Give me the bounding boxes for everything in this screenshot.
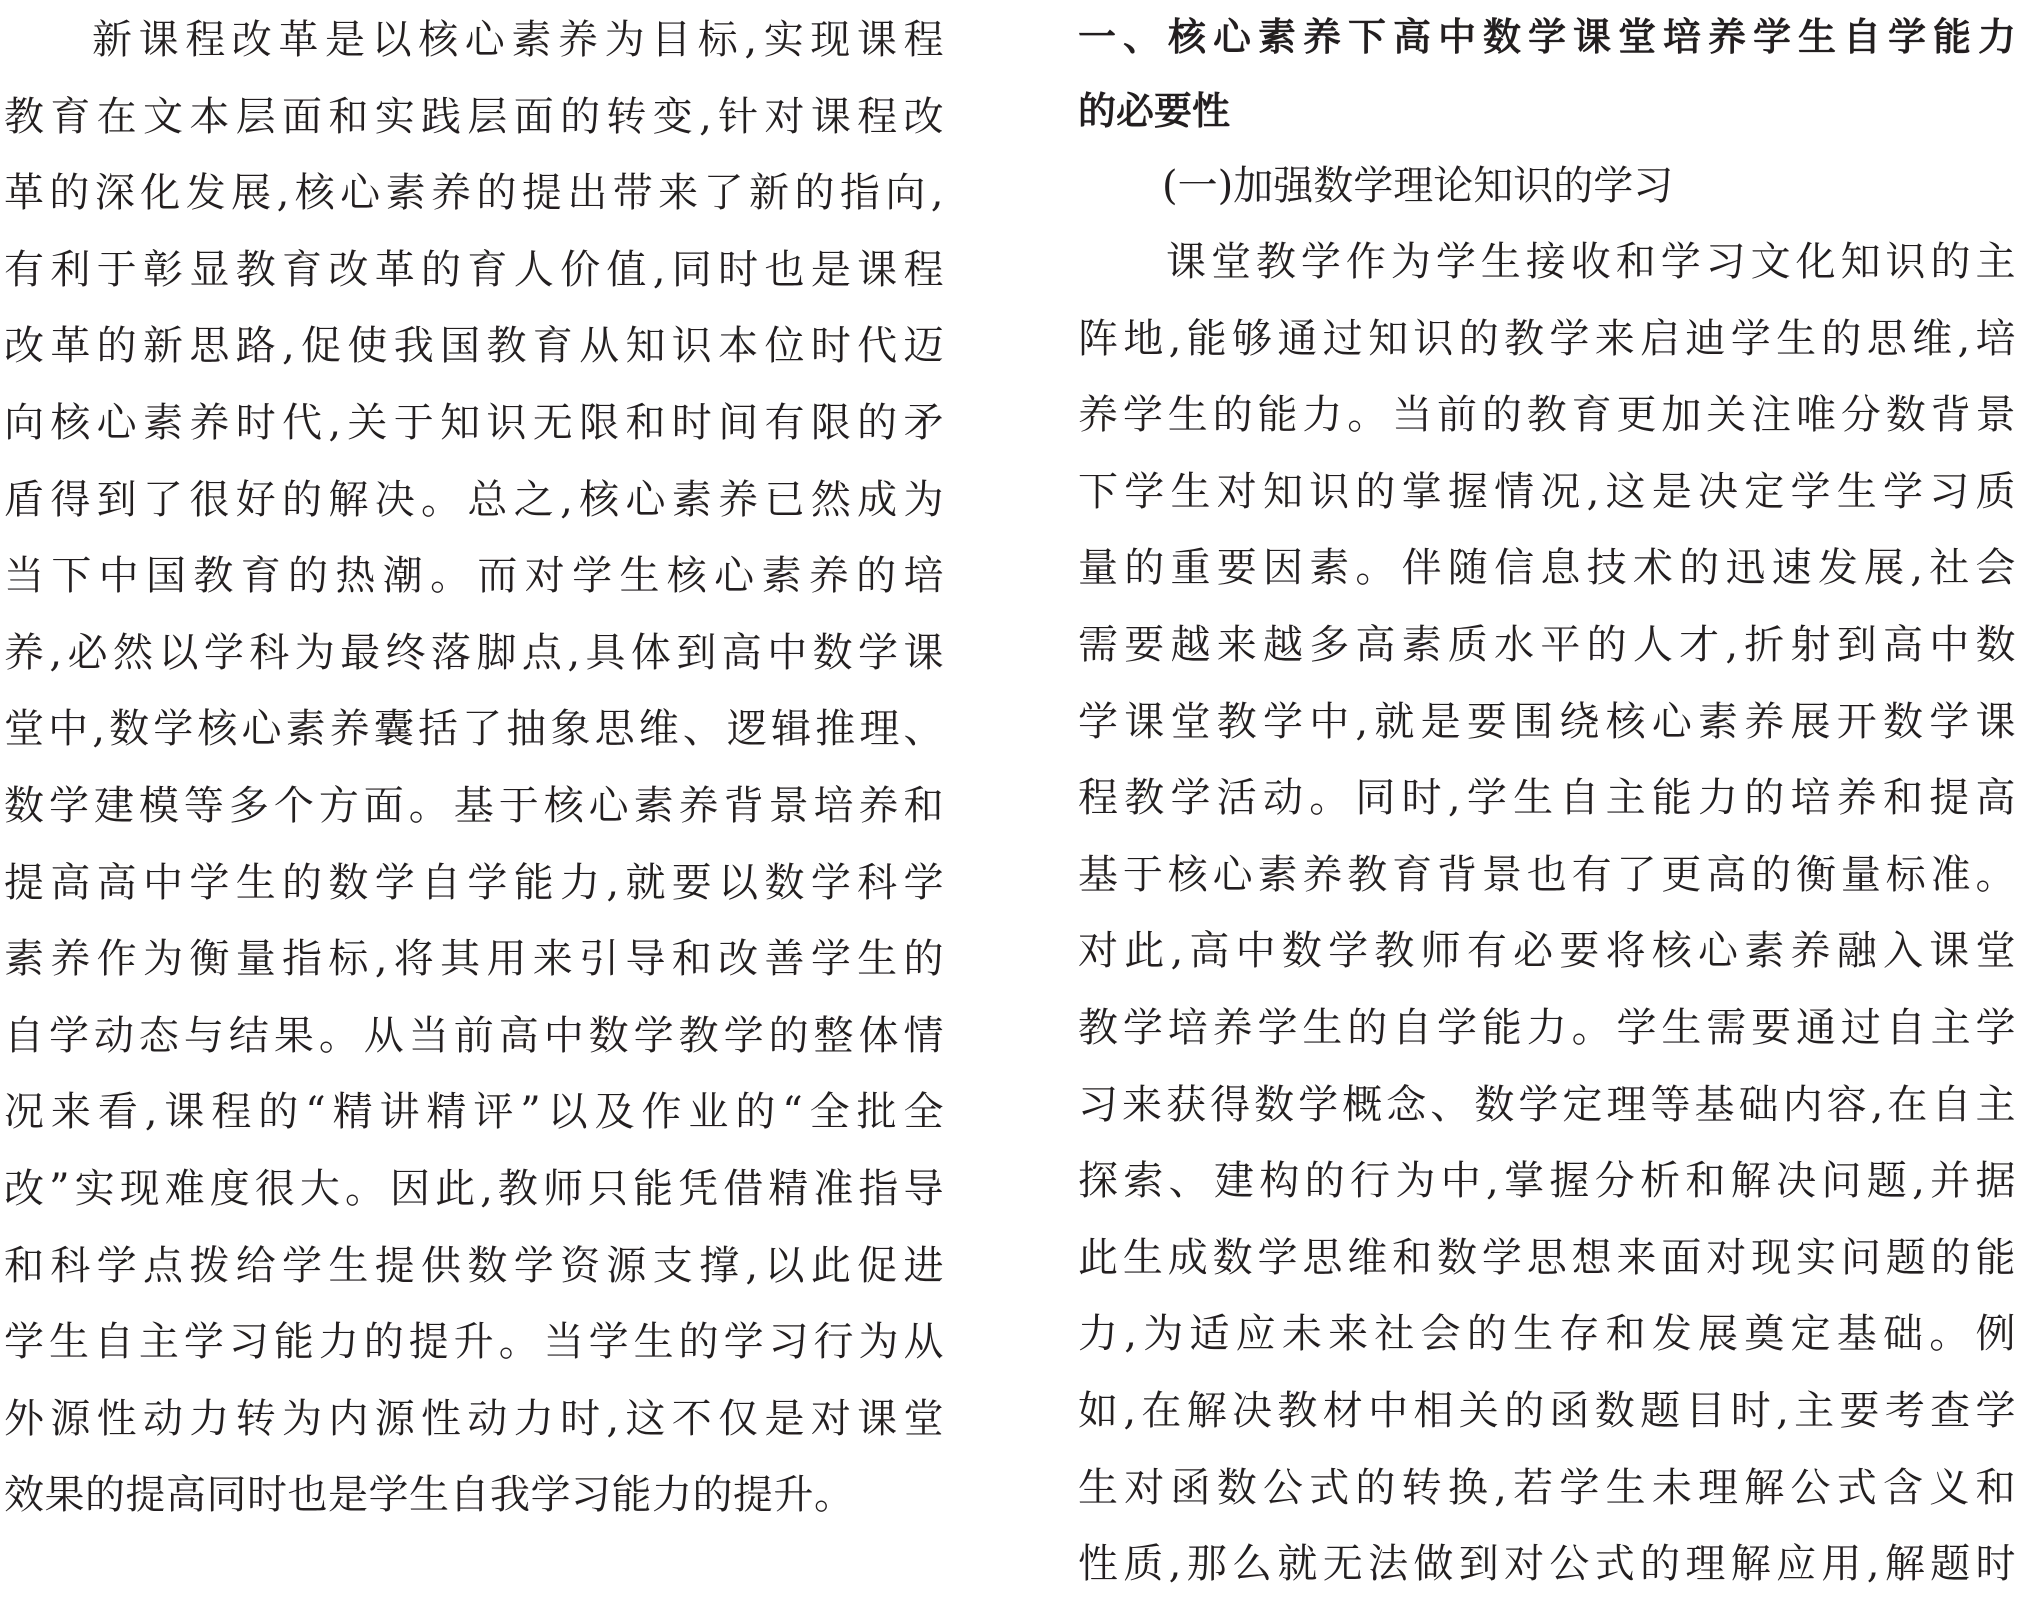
paragraph-line: 新课程改革是以核心素养为目标,实现课程 xyxy=(92,17,944,63)
paragraph-line: 生对函数公式的转换,若学生未理解公式含义和 xyxy=(1078,1464,2016,1511)
paragraph-line: 堂中,数学核心素养囊括了抽象思维、逻辑推理、 xyxy=(4,706,944,753)
paragraph-line: 向核心素养时代,关于知识无限和时间有限的矛 xyxy=(4,399,944,446)
paragraph-line: 需要越来越多高素质水平的人才,折射到高中数 xyxy=(1078,621,2016,668)
paragraph-line: 基于核心素养教育背景也有了更高的衡量标准。 xyxy=(1078,851,2016,898)
right-column xyxy=(1078,0,2016,1603)
paragraph-line: 改”实现难度很大。因此,教师只能凭借精准指导 xyxy=(4,1165,944,1212)
paragraph-line: 有利于彰显教育改革的育人价值,同时也是课程 xyxy=(4,246,944,293)
paragraph-line: 和科学点拨给学生提供数学资源支撑,以此促进 xyxy=(4,1242,944,1289)
paragraph-line: 课堂教学作为学生接收和学习文化知识的主 xyxy=(1166,239,2016,285)
paragraph-line: 提高高中学生的数学自学能力,就要以数学科学 xyxy=(4,859,944,906)
paragraph-line: 学生自主学习能力的提升。当学生的学习行为从 xyxy=(4,1319,944,1366)
paragraph-line: 自学动态与结果。从当前高中数学教学的整体情 xyxy=(4,1012,944,1059)
paragraph-line: 当下中国教育的热潮。而对学生核心素养的培 xyxy=(4,553,944,600)
paragraph-line: 教学培养学生的自学能力。学生需要通过自主学 xyxy=(1078,1004,2016,1051)
paragraph-line: 素养作为衡量指标,将其用来引导和改善学生的 xyxy=(4,936,944,983)
paragraph-line: 对此,高中数学教师有必要将核心素养融入课堂 xyxy=(1078,928,2016,975)
paragraph-line: 革的深化发展,核心素养的提出带来了新的指向, xyxy=(4,170,944,217)
paragraph-line: 改革的新思路,促使我国教育从知识本位时代迈 xyxy=(4,323,944,370)
paragraph-line: 如,在解决教材中相关的函数题目时,主要考查学 xyxy=(1078,1387,2016,1434)
section-heading: 一、核心素养下高中数学课堂培养学生自学能力 xyxy=(1078,15,2016,59)
paragraph-line: 数学建模等多个方面。基于核心素养背景培养和 xyxy=(4,782,944,829)
paragraph-line: 下学生对知识的掌握情况,这是决定学生学习质 xyxy=(1078,468,2016,515)
paragraph-line: 探索、建构的行为中,掌握分析和解决问题,并据 xyxy=(1078,1158,2016,1205)
paragraph-line: 况来看,课程的“精讲精评”以及作业的“全批全 xyxy=(4,1089,944,1136)
paragraph-line: 性质,那么就无法做到对公式的理解应用,解题时 xyxy=(1078,1541,2016,1588)
paragraph-line: 养学生的能力。当前的教育更加关注唯分数背景 xyxy=(1078,392,2016,439)
paragraph-line: 力,为适应未来社会的生存和发展奠定基础。例 xyxy=(1078,1311,2016,1358)
paragraph-line: 教育在文本层面和实践层面的转变,针对课程改 xyxy=(4,93,944,140)
paragraph-line: 盾得到了很好的解决。总之,核心素养已然成为 xyxy=(4,476,944,523)
paragraph-line: 外源性动力转为内源性动力时,这不仅是对课堂 xyxy=(4,1395,944,1442)
paragraph-line: 习来获得数学概念、数学定理等基础内容,在自主 xyxy=(1078,1081,2016,1128)
left-column xyxy=(4,0,944,1534)
section-heading: 的必要性 xyxy=(1078,89,1231,133)
paragraph-line: 效果的提高同时也是学生自我学习能力的提升。 xyxy=(4,1472,855,1519)
paragraph-line: 此生成数学思维和数学思想来面对现实问题的能 xyxy=(1078,1234,2016,1281)
paragraph-line: 程教学活动。同时,学生自主能力的培养和提高 xyxy=(1078,775,2016,822)
subsection-heading: (一)加强数学理论知识的学习 xyxy=(1162,163,1674,209)
paragraph-line: 阵地,能够通过知识的教学来启迪学生的思维,培 xyxy=(1078,315,2016,362)
paragraph-line: 养,必然以学科为最终落脚点,具体到高中数学课 xyxy=(4,629,944,676)
paragraph-line: 学课堂教学中,就是要围绕核心素养展开数学课 xyxy=(1078,698,2016,745)
paragraph-line: 量的重要因素。伴随信息技术的迅速发展,社会 xyxy=(1078,545,2016,592)
